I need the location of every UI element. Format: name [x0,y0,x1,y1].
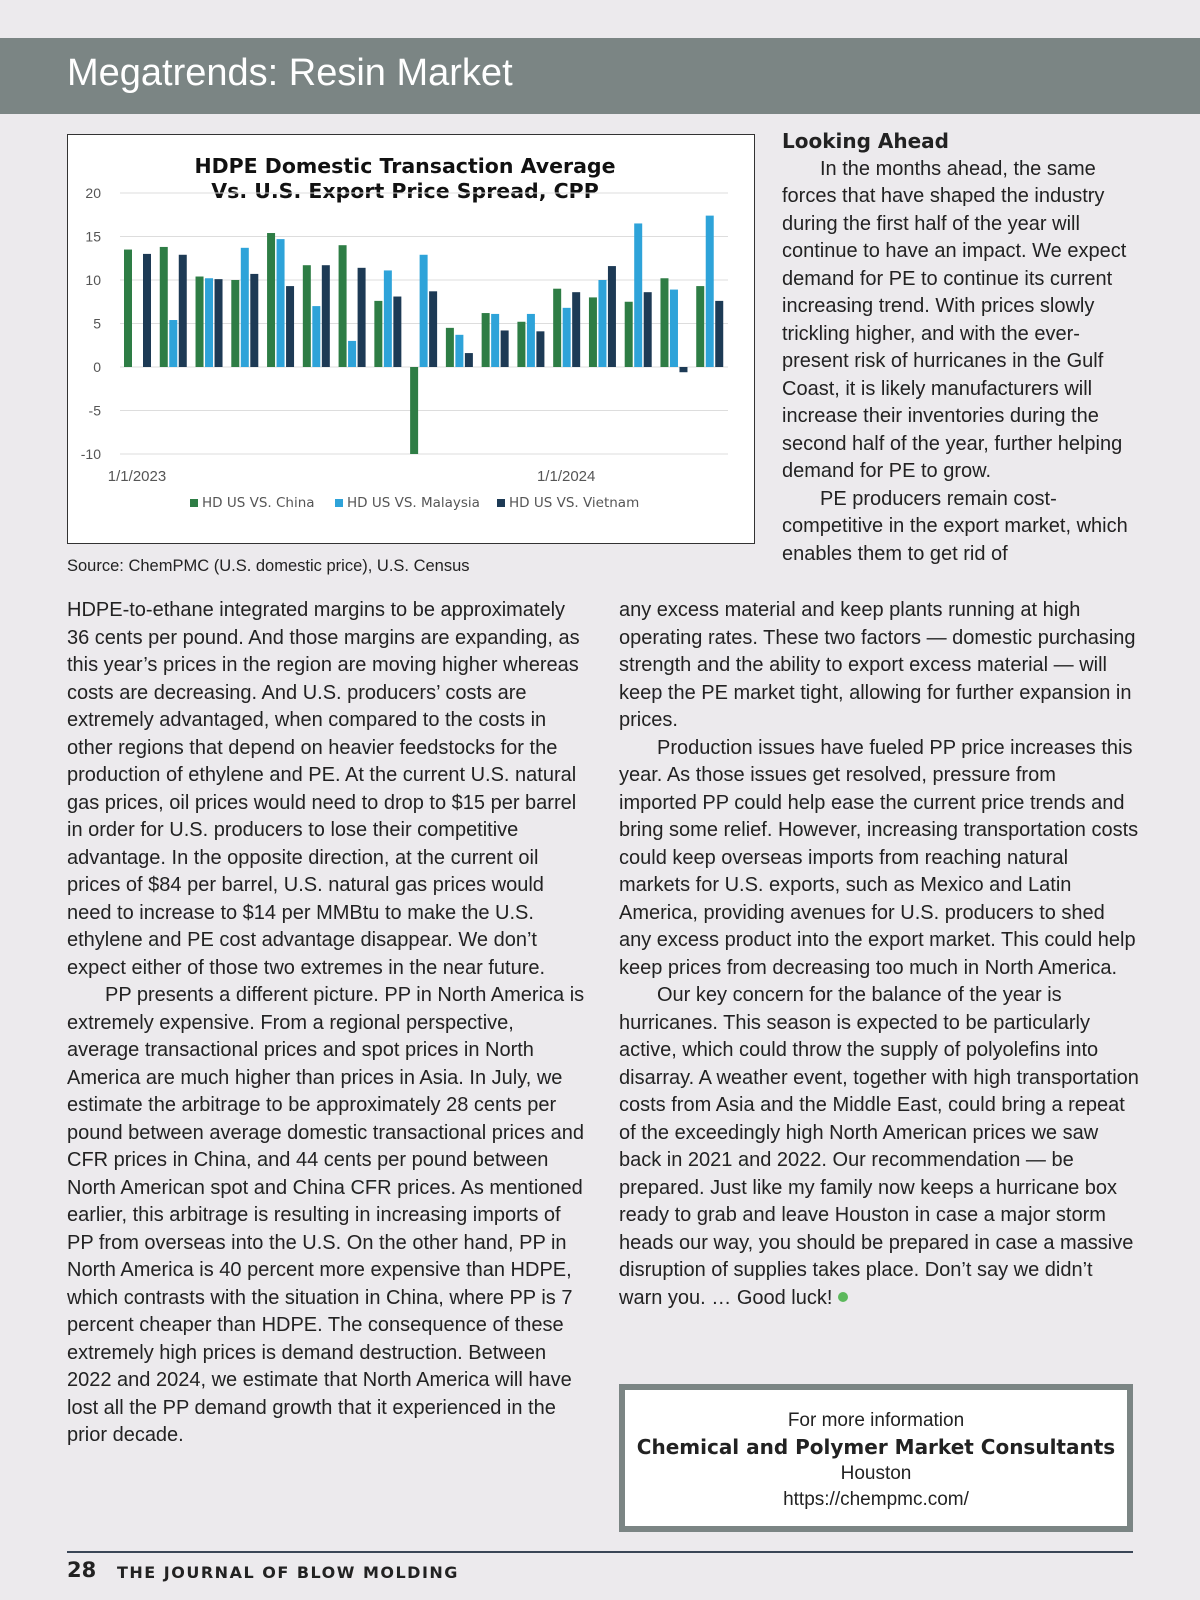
bar-hd-us-vs-china [589,297,597,367]
legend-swatch [190,499,198,507]
bar-hd-us-vs-malaysia [634,223,642,367]
bar-hd-us-vs-china [660,278,668,367]
legend-label: HD US VS. Vietnam [509,495,640,511]
bar-hd-us-vs-china [196,277,204,367]
paragraph: In the months ahead, the same forces that have shaped the industry during the first half of the year will continue to have an impact. We expect demand for PE to continue its current increasing trend. With prices slowly trickling higher, and with the ever-present risk of hurricanes in the Gulf Coast, it is likely manufacturers will increase their inventories during the second half of the year, further helping demand for PE to grow. [782,157,1127,482]
y-tick-label: 0 [93,359,101,375]
bar-hd-us-vs-china [231,280,239,367]
legend-swatch [497,499,505,507]
page-number: 28 [67,1558,97,1582]
bar-hd-us-vs-malaysia [420,255,428,367]
bar-hd-us-vs-malaysia [706,216,714,367]
bar-hd-us-vs-malaysia [312,306,320,367]
bar-hd-us-vs-china [410,367,418,454]
bar-hd-us-vs-malaysia [598,280,606,367]
bar-hd-us-vs-china [625,302,633,367]
legend-swatch [335,499,343,507]
y-tick-label: 10 [85,272,101,288]
company-location: Houston [840,1463,912,1484]
bar-hd-us-vs-vietnam [572,292,580,367]
bar-hd-us-vs-china [339,245,347,367]
y-tick-label: 15 [85,228,101,245]
bar-hd-us-vs-china [482,313,490,367]
bar-hd-us-vs-china [374,301,382,367]
bar-hd-us-vs-malaysia [563,308,571,367]
paragraph: Production issues have fueled PP price increases this year. As those issues get resolved, pressure from imported PP could help ease the current price trends and bring some relief. However, increasing transportation costs could keep overseas imports from reaching natural markets for U.S. exports, such as Mexico and Latin America, providing avenues for U.S. producers to shed any excess product into the export market. This could help keep prices from decreasing too much in North America. [619,736,1139,979]
x-tick-label: 1/1/2023 [107,468,167,485]
bar-hd-us-vs-china [517,322,525,367]
footer-divider [67,1551,1133,1553]
y-tick-label: 20 [85,185,101,201]
y-tick-label: 5 [93,315,101,332]
bar-hd-us-vs-malaysia [205,278,213,367]
page-title: Megatrends: Resin Market [67,52,513,94]
bar-hd-us-vs-vietnam [286,286,294,367]
bar-hd-us-vs-vietnam [465,353,473,367]
bar-hd-us-vs-vietnam [215,279,223,367]
bar-hd-us-vs-vietnam [143,254,151,367]
bar-hd-us-vs-malaysia [670,290,678,367]
info-label: For more information [787,1410,965,1431]
bar-hd-us-vs-vietnam [393,297,401,367]
bar-hd-us-vs-vietnam [644,292,652,367]
paragraph: PP presents a different picture. PP in North America is extremely expensive. From a regional perspective, average transactional prices and spot prices in North America are much higher than prices in Asia. In July, we estimate the arbitrage to be approximately 28 cents per pound between average domestic transactional prices and CFR prices in China, and 44 cents per pound between North American spot and China CFR prices. As mentioned earlier, this arbitrage is resulting in increasing imports of PP from overseas into the U.S. On the other hand, PP in North America is 40 percent more expensive than HDPE, which contrasts with the situation in China, where PP is 7 percent cheaper than HDPE. The consequence of these extremely high prices is demand destruction. Between 2022 and 2024, we estimate that North America will have lost all the PP demand growth that it experienced in the prior decade. [67,984,585,1446]
right-column-top [782,128,1142,568]
chart-container [67,134,755,544]
bar-hd-us-vs-malaysia [241,248,249,367]
paragraph: any excess material and keep plants running at high operating rates. These two factors — domestic purchasing strength and the ability to export excess material — will keep the PE market tight, allowing for further expansion in prices. [619,599,1136,731]
y-tick-label: -5 [88,402,101,419]
paragraph-text: Our key concern for the balance of the year is hurricanes. This season is expected to be particularly active, which could throw the supply of polyolefins into disarray. A weather event, together with high transportation costs from Asia and the Middle East, could bring a repeat of the exceedingly high North American prices we saw back in 2021 and 2022. Our recommendation — be prepared. Just like my family now keeps a hurricane box ready to grab and leave Houston in case a major storm heads our way, you should be prepared in case a massive disruption of supplies takes place. Don’t say we didn’t warn you. … Good luck! [619,984,1139,1309]
bar-hd-us-vs-china [303,265,311,367]
end-mark-icon [838,1292,848,1302]
y-tick-label: -10 [80,446,101,462]
paragraph: PE producers remain cost-competitive in the export market, which enables them to get rid of [782,487,1128,565]
bar-hd-us-vs-china [446,328,454,367]
subheading: Looking Ahead [782,129,949,153]
paragraph: HDPE-to-ethane integrated margins to be approximately 36 cents per pound. And those margins are expanding, as this year’s prices in the region are moving higher whereas costs are decreasing. And U.S. producers’ costs are extremely advantaged, when compared to the costs in other regions that depend on heavier feedstocks for the production of ethylene and PE. At the current U.S. natural gas prices, oil prices would need to drop to $15 per barrel in order for U.S. producers to lose their competitive advantage. In the opposite direction, at the current oil prices of $84 per barrel, U.S. natural gas prices would need to increase to $14 per MMBtu to make the U.S. ethylene and PE cost advantage disappear. We don’t expect either of those two extremes in the near future. [67,599,580,979]
bar-hd-us-vs-vietnam [608,266,616,367]
bar-hd-us-vs-vietnam [715,301,723,367]
bar-hd-us-vs-vietnam [679,367,687,372]
bar-hd-us-vs-malaysia [277,239,285,367]
x-tick-label: 1/1/2024 [536,468,596,485]
chart-title-line1: HDPE Domestic Transaction Average [194,154,616,178]
header-bar [0,38,1200,114]
bar-hd-us-vs-malaysia [455,335,463,367]
left-column [67,597,587,1450]
legend-label: HD US VS. China [202,495,315,511]
bar-hd-us-vs-china [696,286,704,367]
legend-label: HD US VS. Malaysia [347,495,480,511]
bar-hd-us-vs-vietnam [501,330,509,367]
bar-hd-us-vs-malaysia [384,270,392,367]
bar-hd-us-vs-china [553,289,561,367]
bar-hd-us-vs-vietnam [429,291,437,367]
bar-hd-us-vs-china [124,250,132,367]
bar-hd-us-vs-vietnam [536,331,544,367]
company-url[interactable]: https://chempmc.com/ [783,1489,969,1510]
chart-title-line2: Vs. U.S. Export Price Spread, CPP [211,179,599,203]
journal-name: THE JOURNAL OF BLOW MOLDING [117,1563,459,1582]
bar-hd-us-vs-malaysia [169,320,177,367]
bar-hd-us-vs-china [160,247,168,367]
info-box [619,1384,1133,1532]
bar-hd-us-vs-vietnam [358,268,366,367]
bar-hd-us-vs-malaysia [348,341,356,367]
chart-source: Source: ChemPMC (U.S. domestic price), U.S. Census [67,557,470,575]
bar-hd-us-vs-china [267,233,275,367]
bar-hd-us-vs-vietnam [322,265,330,367]
bar-hd-us-vs-malaysia [527,314,535,367]
right-column-bottom [619,597,1139,1312]
bar-hd-us-vs-vietnam [250,274,258,367]
bar-hd-us-vs-malaysia [491,314,499,367]
company-name: Chemical and Polymer Market Consultants [636,1435,1116,1459]
paragraph-final [619,982,1139,1312]
bar-hd-us-vs-vietnam [179,255,187,367]
bar-chart [68,135,756,545]
